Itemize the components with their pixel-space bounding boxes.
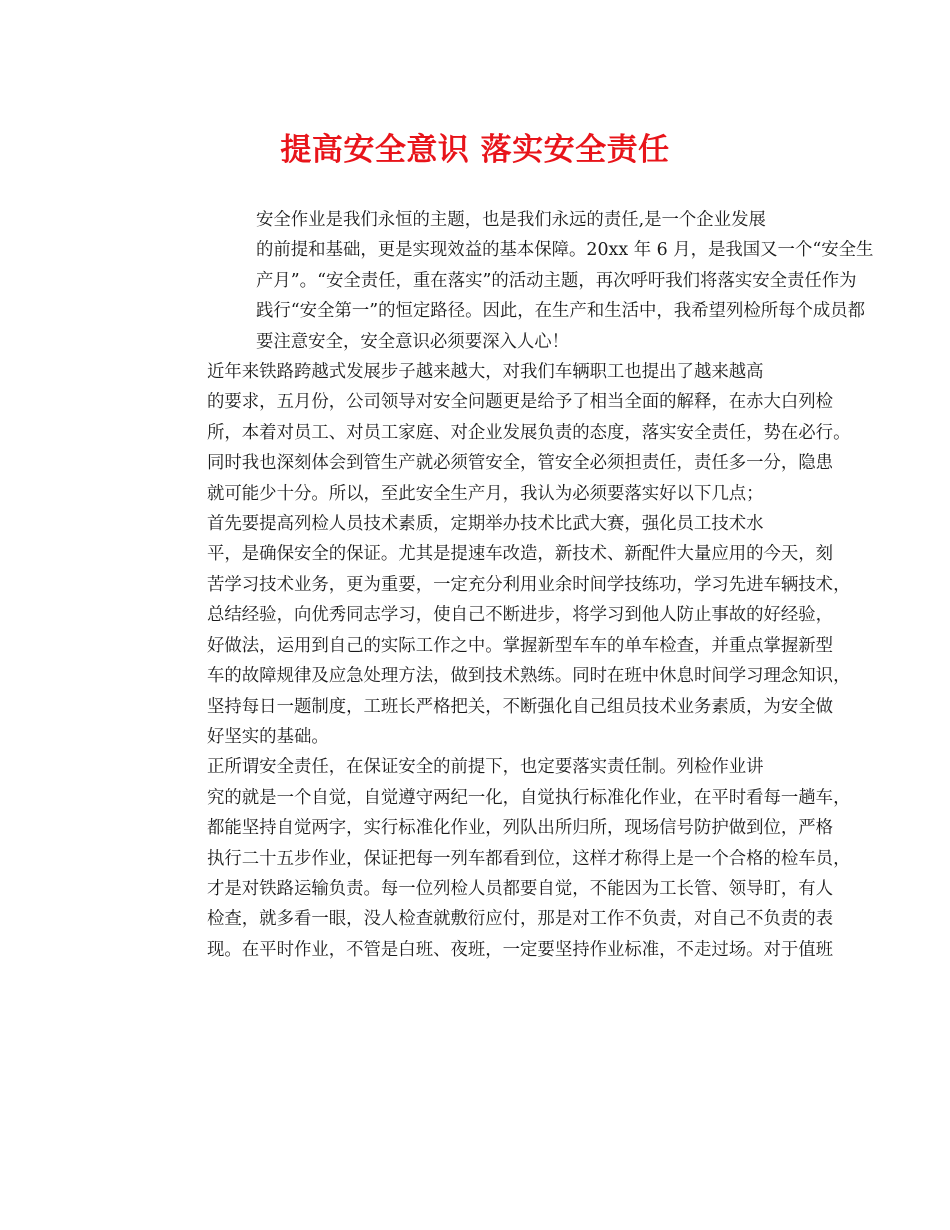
paragraph-3	[141, 509, 851, 752]
paragraph-line: 现。在平时作业，不管是白班、夜班，一定要坚持作业标准，不走过场。对于值班	[207, 939, 834, 960]
paragraph-line: 执行二十五步作业，保证把每一列车都看到位，这样才称得上是一个合格的检车员，	[207, 848, 851, 869]
paragraph-line: 好做法，运用到自己的实际工作之中。掌握新型车车的单车检查，并重点掌握新型	[207, 635, 834, 656]
paragraph-line: 践行“安全第一”的恒定路径。因此，在生产和生活中，我希望列检所每个成员都	[256, 301, 866, 322]
paragraph-line: 总结经验，向优秀同志学习，使自己不断进步，将学习到他人防止事故的好经验，	[207, 605, 834, 626]
paragraph-2	[141, 357, 851, 509]
paragraph-line: 所，本着对员工、对员工家庭、对企业发展负责的态度，落实安全责任，势在必行。	[207, 422, 851, 443]
paragraph-line: 检查，就多看一眼，没人检查就敷衍应付，那是对工作不负责，对自己不负责的表	[207, 909, 834, 930]
paragraph-line: 要注意安全，安全意识必须要深入人心！	[256, 331, 570, 352]
paragraph-line: 的前提和基础，更是实现效益的基本保障。20xx 年 6 月，是我国又一个“安全生	[256, 240, 874, 261]
paragraph-line: 同时我也深刻体会到管生产就必须管安全，管安全必须担责任，责任多一分，隐患	[207, 453, 834, 474]
paragraph-line: 苦学习技术业务，更为重要，一定充分利用业余时间学技练功，学习先进车辆技术，	[207, 574, 851, 595]
paragraph-line: 产月”。“安全责任，重在落实”的活动主题，再次呼吁我们将落实安全责任作为	[256, 270, 857, 291]
paragraph-1	[141, 205, 874, 357]
paragraph-line: 安全作业是我们永恒的主题，也是我们永远的责任,是一个企业发展	[256, 210, 766, 230]
paragraph-line: 都能坚持自觉两字，实行标准化作业，列队出所归所，现场信号防护做到位，严格	[207, 818, 834, 839]
paragraph-line: 的要求，五月份，公司领导对安全问题更是给予了相当全面的解释，在赤大白列检	[207, 392, 834, 413]
paragraph-line: 才是对铁路运输负责。每一位列检人员都要自觉，不能因为工长管、领导盯，有人	[207, 878, 834, 899]
paragraph-line: 首先要提高列检人员技术素质，定期举办技术比武大赛，强化员工技术水	[207, 514, 764, 535]
paragraph-line: 近年来铁路跨越式发展步子越来越大，对我们车辆职工也提出了越来越高	[207, 362, 764, 383]
paragraph-line: 究的就是一个自觉，自觉遵守两纪一化，自觉执行标准化作业，在平时看每一趟车，	[207, 787, 851, 808]
paragraph-line: 好坚实的基础。	[207, 726, 329, 747]
document-title: 提高安全意识 落实安全责任	[280, 132, 670, 168]
paragraph-line: 正所谓安全责任，在保证安全的前提下，也定要落实责任制。列检作业讲	[207, 757, 764, 778]
paragraph-line: 车的故障规律及应急处理方法，做到技术熟练。同时在班中休息时间学习理念知识，	[207, 666, 851, 687]
paragraph-line: 就可能少十分。所以，至此安全生产月，我认为必须要落实好以下几点；	[207, 483, 764, 504]
paragraph-line: 平，是确保安全的保证。尤其是提速车改造，新技术、新配件大量应用的今天，刻	[207, 544, 834, 565]
document-body	[141, 205, 874, 965]
paragraph-line: 坚持每日一题制度，工班长严格把关，不断强化自己组员技术业务素质，为安全做	[207, 696, 834, 717]
paragraph-4	[141, 752, 851, 965]
